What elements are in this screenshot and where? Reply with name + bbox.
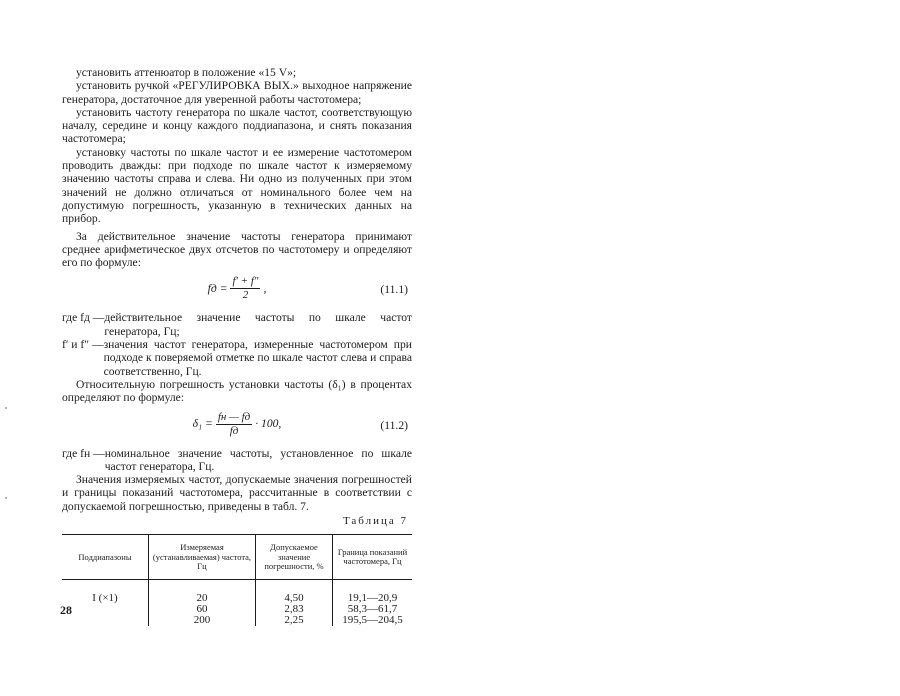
definition xyxy=(62,447,412,474)
cell-value: 60 xyxy=(196,603,208,616)
scan-speck xyxy=(5,497,7,499)
cell-value: 19,1—20,9 xyxy=(347,592,398,605)
data-table xyxy=(62,534,412,626)
definition-term: где fн — xyxy=(62,446,105,460)
cell-value: 58,3—61,7 xyxy=(347,603,398,616)
formula-lhs: δ₁ = xyxy=(192,417,213,431)
table-header-row xyxy=(62,535,412,580)
formula-denominator: 2 xyxy=(242,289,249,302)
paragraph: Относительную погрешность установки частоты (δ₁) в процентах определяют по формуле: xyxy=(62,377,412,405)
formula-tail: · 100, xyxy=(255,417,282,431)
formula-11-2 xyxy=(62,409,412,443)
definition-text: номинальное значение частоты, установленное по шкале частот генератора, Гц. xyxy=(104,446,412,473)
column-header: Измеряемая (устанавливаемая) частота, Гц xyxy=(149,535,256,580)
cell-value: 2,83 xyxy=(284,603,304,616)
formula-numerator: f′ + f″ xyxy=(232,275,259,288)
table-row xyxy=(62,580,412,627)
formula-numerator: fн — fд xyxy=(217,410,251,423)
formula-number: (11.2) xyxy=(380,418,408,432)
formula-lhs: fд = xyxy=(207,282,228,296)
cell-value: 20 xyxy=(196,592,208,605)
table-cell xyxy=(256,580,333,627)
scan-speck xyxy=(5,407,7,409)
cell-value: 195,5—204,5 xyxy=(342,614,403,627)
definition-text: значения частот генератора, измеренные частотомером при подходе к поверяемой отметке по шкале частот слева и справа соответственно, Гц. xyxy=(103,338,412,378)
paragraph: Значения измеряемых частот, допускаемые значения погрешностей и границы показаний частотомера, рассчитанные в соответствии с допускаемой погрешностью, приведены в табл. 7. xyxy=(62,473,412,513)
table-cell xyxy=(149,580,256,627)
table-cell xyxy=(333,580,413,627)
table-caption: Таблица 7 xyxy=(342,515,408,528)
definition xyxy=(62,311,412,338)
formula-denominator: fд xyxy=(229,424,239,437)
page-number: 28 xyxy=(60,603,72,617)
column-header: Допускаемое значение погрешности, % xyxy=(256,535,333,580)
formula-fraction xyxy=(230,275,260,302)
formula-number: (11.1) xyxy=(380,283,408,297)
formula-tail: , xyxy=(263,282,267,296)
definition-term: f′ и f″ — xyxy=(62,338,104,352)
definition xyxy=(62,338,412,378)
paragraph: установить ручкой «РЕГУЛИРОВКА ВЫХ.» выходное напряжение генератора, достаточное для уверенной работы частотомера; xyxy=(62,79,412,106)
document-page xyxy=(62,66,412,626)
column-header: Поддиапазоны xyxy=(62,535,149,580)
formula-fraction xyxy=(216,411,252,438)
cell-value: 2,25 xyxy=(284,614,304,627)
definition-term: где fд — xyxy=(62,311,105,325)
formula-11-1 xyxy=(62,273,412,307)
definition-text: действительное значение частоты по шкале частот генератора, Гц; xyxy=(104,311,412,338)
table-cell: I (×1) xyxy=(92,592,118,605)
column-header: Граница показаний частотомера, Гц xyxy=(333,535,413,580)
paragraph: За действительное значение частоты генератора принимают среднее арифметическое двух отсчетов по частотомеру и определяют его по формуле: xyxy=(62,229,412,270)
cell-value: 4,50 xyxy=(284,592,304,605)
cell-value: 200 xyxy=(193,614,211,627)
paragraph: установку частоты по шкале частот и ее измерение частотомером проводить дважды: при подходе по шкале частот к измеряемому значению частоты справа и слева. Ни одно из полученных при этом значений не должно отличаться от номинального более чем на допустимую погрешность, указанную в технических данных на прибор. xyxy=(62,145,412,226)
paragraph: установить частоту генератора по шкале частот, соответствующую началу, середине и концу каждого поддиапазона, и снять показания частотомера; xyxy=(62,105,412,146)
paragraph: установить аттенюатор в положение «15 V»; xyxy=(76,66,297,79)
